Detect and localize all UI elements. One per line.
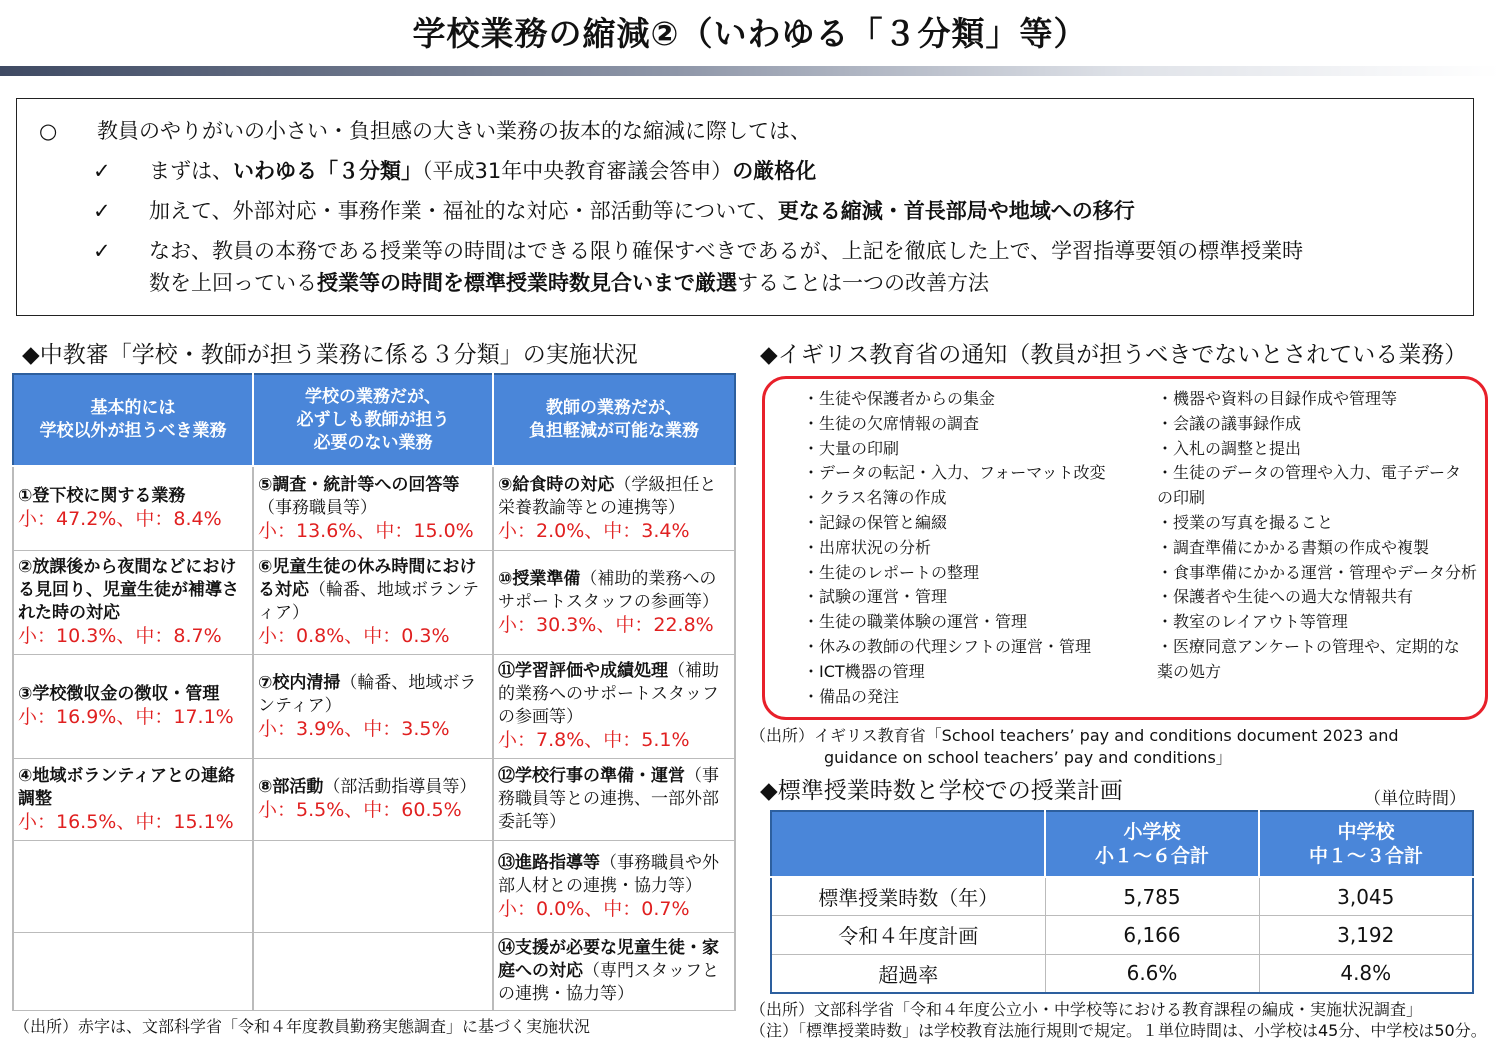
list-item: ・出席状況の分析	[803, 537, 932, 557]
list-item: ・機器や資料の目録作成や管理等	[1157, 389, 1398, 408]
header-school-not-teacher: 学校の業務だが、 必ずしも教師が担う 必要のない業務	[253, 374, 493, 466]
list-item: ・生徒や保護者からの集金	[803, 389, 996, 408]
table-cell-empty	[253, 932, 493, 1010]
hours-table	[770, 810, 1474, 994]
header-teacher-reducible: 教師の業務だが、 負担軽減が可能な業務	[493, 374, 735, 466]
row-label: 令和４年度計画	[771, 916, 1045, 954]
table-cell: 3,045	[1259, 877, 1473, 916]
hours-section-title: ◆標準授業時数と学校での授業計画	[760, 778, 1123, 804]
list-item: ・会議の議事録作成	[1157, 413, 1302, 433]
list-item: ・教室のレイアウト等管理	[1157, 612, 1348, 632]
left-source-note: （出所）赤字は、文部科学省「令和４年度教員勤務実態調査」に基づく実施状況	[14, 1017, 591, 1036]
table-cell: ⑥児童生徒の休み時間における対応（輪番、地域ボランティア） 小：0.8%、中：0.3%	[253, 550, 493, 654]
list-item: ・データの転記・入力、フォーマット改変	[803, 463, 1106, 483]
header-junior-high: 中学校 中１～３合計	[1259, 811, 1473, 877]
list-item: ・生徒の職業体験の運営・管理	[803, 612, 1028, 632]
list-item: ・入札の調整と提出	[1157, 438, 1302, 458]
table-cell: ②放課後から夜間などにおける見回り、児童生徒が補導された時の対応 小：10.3%、中：8.7%	[13, 550, 253, 654]
table-cell: ⑧部活動（部活動指導員等） 小：5.5%、中：60.5%	[253, 758, 493, 840]
table-cell: ⑭支援が必要な児童生徒・家庭への対応（専門スタッフとの連携・協力等）	[493, 932, 735, 1010]
list-item: ・ICT機器の管理	[803, 661, 925, 681]
list-item: ・医療同意アンケートの管理や、定期的な薬の処方	[1157, 636, 1460, 681]
list-item: ・生徒のデータの管理や入力、電子データの印刷	[1157, 463, 1462, 508]
list-item: ・調査準備にかかる書類の作成や複製	[1157, 537, 1430, 557]
list-item: ・生徒のレポートの整理	[803, 562, 980, 582]
summary-bullet-3-cont: 数を上回っている授業等の時間を標準授業時数見合いまで厳選することは一つの改善方法	[149, 271, 989, 295]
check-icon: ✓	[93, 159, 111, 183]
list-item: ・保護者や生徒への過大な情報共有	[1157, 587, 1414, 607]
table-cell: ⑤調査・統計等への回答等（事務職員等） 小：13.6%、中：15.0%	[253, 466, 493, 550]
list-item: ・生徒の欠席情報の調査	[803, 413, 980, 433]
table-cell: ④地域ボランティアとの連絡調整 小：16.5%、中：15.1%	[13, 758, 253, 840]
hours-footnote: （注）「標準授業時数」は学校教育法施行規則で規定。１単位時間は、小学校は45分、中学校は50分。	[750, 1021, 1487, 1040]
list-item: ・クラス名簿の作成	[803, 488, 947, 508]
list-item: ・大量の印刷	[803, 438, 900, 458]
hours-source-note: （出所）文部科学省「令和４年度公立小・中学校等における教育課程の編成・実施状況調査」	[750, 1000, 1423, 1019]
list-item: ・記録の保管と編綴	[803, 512, 948, 532]
list-item: ・休みの教師の代理シフトの運営・管理	[803, 636, 1092, 656]
header-blank	[771, 811, 1045, 877]
summary-bullet-3: ✓ なお、教員の本務である授業等の時間はできる限り確保すべきであるが、上記を徹底した上で、学習指導要領の標準授業時	[93, 239, 1304, 263]
row-label: 超過率	[771, 954, 1045, 993]
table-cell-empty	[13, 932, 253, 1010]
table-cell: 5,785	[1045, 877, 1259, 916]
table-cell: ⑦校内清掃（輪番、地域ボランティア） 小：3.9%、中：3.5%	[253, 654, 493, 758]
list-item: ・試験の運営・管理	[803, 587, 948, 607]
table-cell: ⑩授業準備（補助的業務へのサポートスタッフの参画等） 小：30.3%、中：22.8%	[493, 550, 735, 654]
uk-source-line-1: （出所）イギリス教育省「School teachers’ pay and conditions document 2023 and	[750, 726, 1399, 745]
title-underline	[0, 66, 1500, 76]
circle-bullet: ○	[39, 119, 58, 143]
table-cell: 6.6%	[1045, 954, 1259, 993]
header-outside-school: 基本的には 学校以外が担うべき業務	[13, 374, 253, 466]
uk-tasks-column-2	[1157, 387, 1478, 685]
list-item: ・備品の発注	[803, 686, 900, 706]
table-cell: 4.8%	[1259, 954, 1473, 993]
uk-tasks-column-1	[803, 387, 1153, 709]
row-label: 標準授業時数（年）	[771, 877, 1045, 916]
check-icon: ✓	[93, 199, 111, 223]
uk-section-title: ◆イギリス教育省の通知（教員が担うべきでないとされている業務）	[760, 342, 1468, 368]
table-cell: ①登下校に関する業務 小：47.2%、中：8.4%	[13, 466, 253, 550]
table-cell: 6,166	[1045, 916, 1259, 954]
summary-intro: ○ 教員のやりがいの小さい・負担感の大きい業務の抜本的な縮減に際しては、	[39, 119, 811, 143]
left-section-title: ◆中教審「学校・教師が担う業務に係る３分類」の実施状況	[22, 342, 638, 368]
table-cell: ⑫学校行事の準備・運営（事務職員等との連携、一部外部委託等）	[493, 758, 735, 840]
list-item: ・食事準備にかかる運営・管理やデータ分析	[1157, 562, 1478, 582]
uk-tasks-box	[762, 376, 1488, 720]
unit-label: （単位時間）	[1364, 789, 1466, 809]
table-cell: ⑪学習評価や成績処理（補助的業務へのサポートスタッフの参画等） 小：7.8%、中：5.1%	[493, 654, 735, 758]
summary-bullet-2: ✓ 加えて、外部対応・事務作業・福祉的な対応・部活動等について、更なる縮減・首長部局や地域への移行	[93, 199, 1135, 223]
summary-box	[16, 98, 1474, 316]
table-cell: ⑨給食時の対応（学級担任と栄養教諭等との連携等） 小：2.0%、中：3.4%	[493, 466, 735, 550]
summary-bullet-1: ✓ まずは、いわゆる「３分類」（平成31年中央教育審議会答申）の厳格化	[93, 159, 817, 183]
table-cell-empty	[253, 840, 493, 932]
list-item: ・授業の写真を撮ること	[1157, 512, 1334, 532]
table-cell: ⑬進路指導等（事務職員や外部人材との連携・協力等） 小：0.0%、中：0.7%	[493, 840, 735, 932]
table-cell: 3,192	[1259, 916, 1473, 954]
uk-source-line-2: guidance on school teachers’ pay and conditions」	[824, 748, 1232, 767]
table-cell: ③学校徴収金の徴収・管理 小：16.9%、中：17.1%	[13, 654, 253, 758]
three-category-table	[12, 373, 736, 1011]
header-elementary: 小学校 小１～６合計	[1045, 811, 1259, 877]
page-title: 学校業務の縮減②（いわゆる「３分類」等）	[412, 14, 1088, 53]
table-cell-empty	[13, 840, 253, 932]
check-icon: ✓	[93, 239, 111, 263]
